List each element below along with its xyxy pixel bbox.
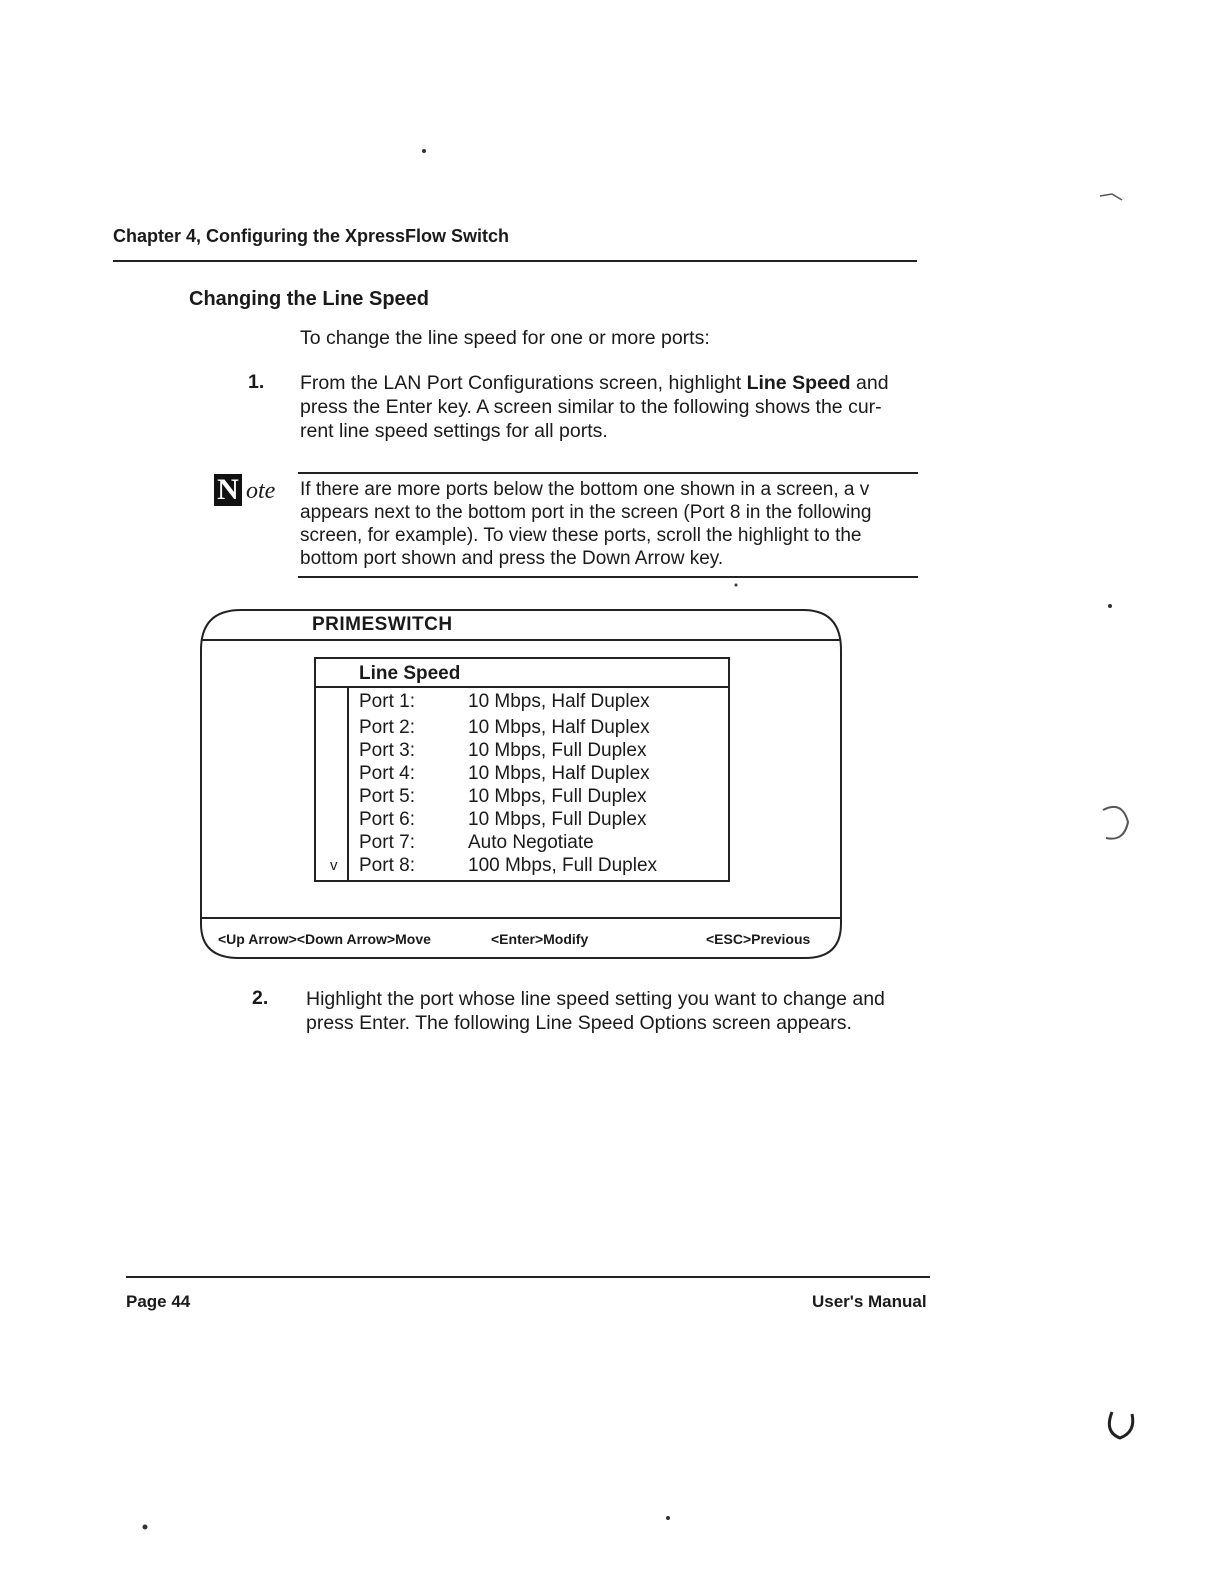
- hint-move: <Up Arrow><Down Arrow>Move: [218, 931, 431, 947]
- step-1-number: 1.: [248, 371, 265, 393]
- port-label: Port 5:: [359, 786, 415, 807]
- manual-title: User's Manual: [812, 1292, 927, 1311]
- port-speed-value: 10 Mbps, Full Duplex: [468, 740, 647, 761]
- scan-speck: [666, 1516, 670, 1520]
- step-1-line-1a: From the LAN Port Configurations screen, highlight: [300, 372, 747, 394]
- hint-previous: <ESC>Previous: [706, 931, 811, 947]
- section-title: Changing the Line Speed: [189, 288, 430, 310]
- chapter-header: Chapter 4, Configuring the XpressFlow Switch: [113, 226, 510, 246]
- screen-title: PRIMESWITCH: [312, 614, 453, 635]
- port-speed-value: 10 Mbps, Half Duplex: [468, 763, 650, 784]
- table-title: Line Speed: [359, 663, 461, 684]
- note-line-1: If there are more ports below the bottom one shown in a screen, a v: [300, 479, 870, 500]
- note-icon: N: [214, 474, 242, 506]
- port-speed-value: 10 Mbps, Half Duplex: [468, 717, 650, 738]
- intro-text: To change the line speed for one or more ports:: [300, 327, 710, 349]
- port-label: Port 6:: [359, 809, 415, 830]
- scan-ring-lower: [1109, 1412, 1132, 1438]
- scan-speck: [143, 1525, 148, 1530]
- port-speed-value: 10 Mbps, Full Duplex: [468, 786, 647, 807]
- hint-modify: <Enter>Modify: [491, 931, 589, 947]
- page-number: Page 44: [126, 1292, 191, 1311]
- port-label: Port 2:: [359, 717, 415, 738]
- port-label: Port 8:: [359, 855, 415, 876]
- port-speed-value: 100 Mbps, Full Duplex: [468, 855, 658, 876]
- step-1-line-3: rent line speed settings for all ports.: [300, 420, 608, 442]
- port-label: Port 4:: [359, 763, 415, 784]
- note-icon-suffix: ote: [246, 478, 276, 504]
- port-speed-value: 10 Mbps, Full Duplex: [468, 809, 647, 830]
- step-1-line-2: press the Enter key. A screen similar to the following shows the cur-: [300, 396, 882, 418]
- port-label: Port 1:: [359, 691, 415, 712]
- port-speed-value: Auto Negotiate: [468, 832, 594, 853]
- scan-speck: [1108, 604, 1112, 608]
- step-2-line-1: Highlight the port whose line speed setting you want to change and: [306, 988, 885, 1010]
- note-line-3: screen, for example). To view these ports, scroll the highlight to the: [300, 525, 862, 546]
- scan-mark: [1100, 194, 1122, 200]
- scroll-down-marker: v: [330, 857, 338, 874]
- port-label: Port 3:: [359, 740, 415, 761]
- step-1-line-1b: and: [850, 372, 889, 394]
- note-line-2: appears next to the bottom port in the screen (Port 8 in the following: [300, 502, 872, 523]
- step-2-line-2: press Enter. The following Line Speed Options screen appears.: [306, 1012, 852, 1034]
- step-1-emphasis: Line Speed: [746, 372, 851, 394]
- scan-ring: [1103, 807, 1128, 839]
- scan-speck: [422, 149, 426, 153]
- port-label: Port 7:: [359, 832, 415, 853]
- port-speed-value: 10 Mbps, Half Duplex: [468, 691, 650, 712]
- note-line-4: bottom port shown and press the Down Arrow key.: [300, 548, 724, 569]
- scan-speck: [735, 584, 738, 587]
- step-2-number: 2.: [252, 987, 269, 1009]
